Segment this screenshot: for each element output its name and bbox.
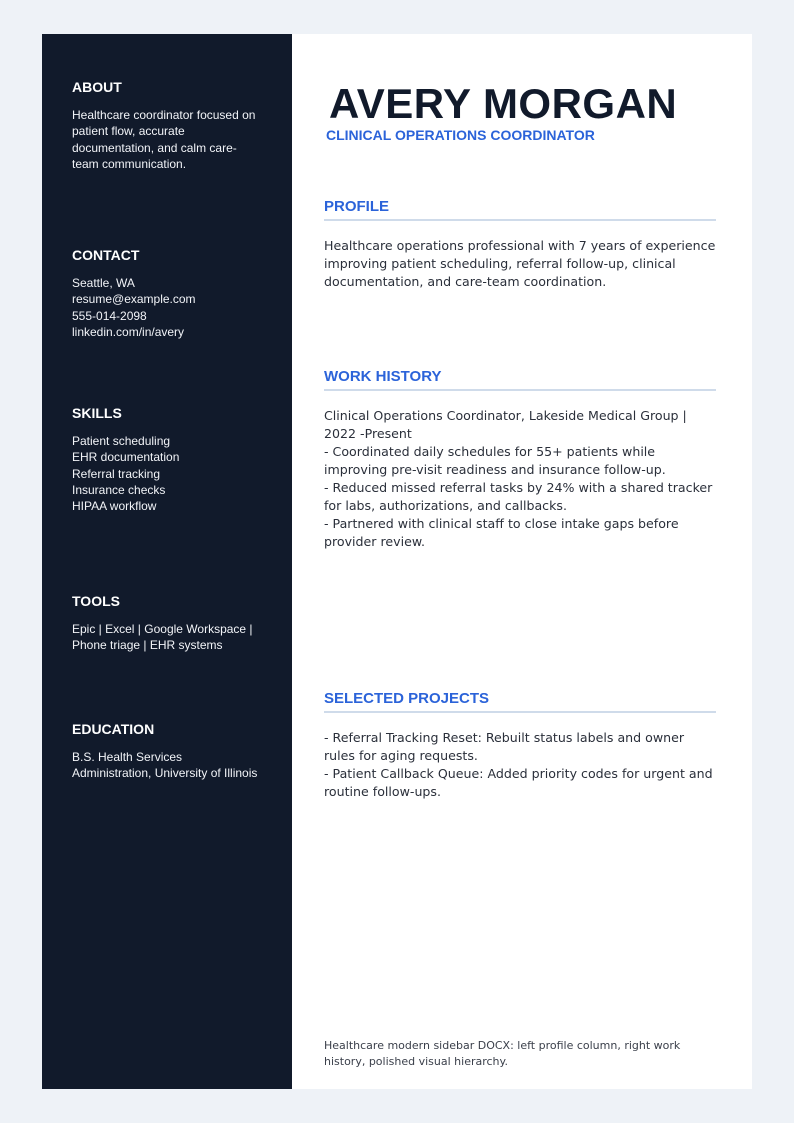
work-history-text: Clinical Operations Coordinator, Lakeside Medical Group | 2022 -Present - Coordinated daily schedules for 55+ patients while improving pre-visit readiness and insurance follow-up. - Reduced missed referral tasks by 24% with a shared tracker for labs, authorizations, and callbacks. - Partnered with clinical staff to close intake gaps before provider review. — [324, 408, 713, 549]
skills-section — [72, 405, 262, 514]
tools-section — [72, 593, 262, 654]
profile-text: Healthcare operations professional with 7 years of experience improving patient scheduling, referral follow-up, clinical documentation, and care-team coordination. — [324, 238, 716, 289]
contact-section — [72, 247, 262, 340]
profile-section — [324, 198, 716, 291]
main-column — [292, 34, 752, 1089]
skill-item: HIPAA workflow — [72, 499, 157, 514]
job-title: CLINICAL OPERATIONS COORDINATOR — [326, 127, 595, 143]
skills-heading: SKILLS — [72, 405, 122, 421]
contact-heading: CONTACT — [72, 247, 140, 263]
contact-phone: 555-014-2098 — [72, 308, 147, 323]
education-heading: EDUCATION — [72, 721, 155, 737]
contact-location: Seattle, WA — [72, 276, 135, 290]
about-section — [72, 79, 262, 172]
education-text: B.S. Health Services Administration, University of Illinois — [72, 750, 258, 781]
tools-text: Epic | Excel | Google Workspace | Phone triage | EHR systems — [72, 622, 253, 653]
profile-heading: PROFILE — [324, 198, 716, 221]
about-text: Healthcare coordinator focused on patient flow, accurate documentation, and calm care-team communication. — [72, 108, 256, 171]
work-history-heading: WORK HISTORY — [324, 368, 716, 391]
contact-email: resume@example.com — [72, 292, 196, 307]
projects-text: - Referral Tracking Reset: Rebuilt status labels and owner rules for aging requests. - Patient Callback Queue: Added priority codes for urgent and routine follow-ups. — [324, 730, 713, 799]
projects-heading: SELECTED PROJECTS — [324, 690, 716, 713]
about-heading: ABOUT — [72, 79, 122, 95]
tools-heading: TOOLS — [72, 593, 120, 609]
skill-item: Patient scheduling — [72, 434, 171, 448]
education-section — [72, 721, 262, 782]
skill-item: Insurance checks — [72, 482, 166, 497]
candidate-name: AVERY MORGAN — [329, 80, 678, 127]
skill-item: Referral tracking — [72, 466, 161, 481]
projects-section — [324, 690, 716, 801]
work-history-section — [324, 368, 716, 551]
resume-page — [42, 34, 752, 1089]
contact-linkedin: linkedin.com/in/avery — [72, 324, 185, 339]
footer-note: Healthcare modern sidebar DOCX: left profile column, right work history, polished visual hierarchy. — [324, 1039, 681, 1068]
sidebar — [42, 34, 292, 1089]
skill-item: EHR documentation — [72, 450, 180, 465]
